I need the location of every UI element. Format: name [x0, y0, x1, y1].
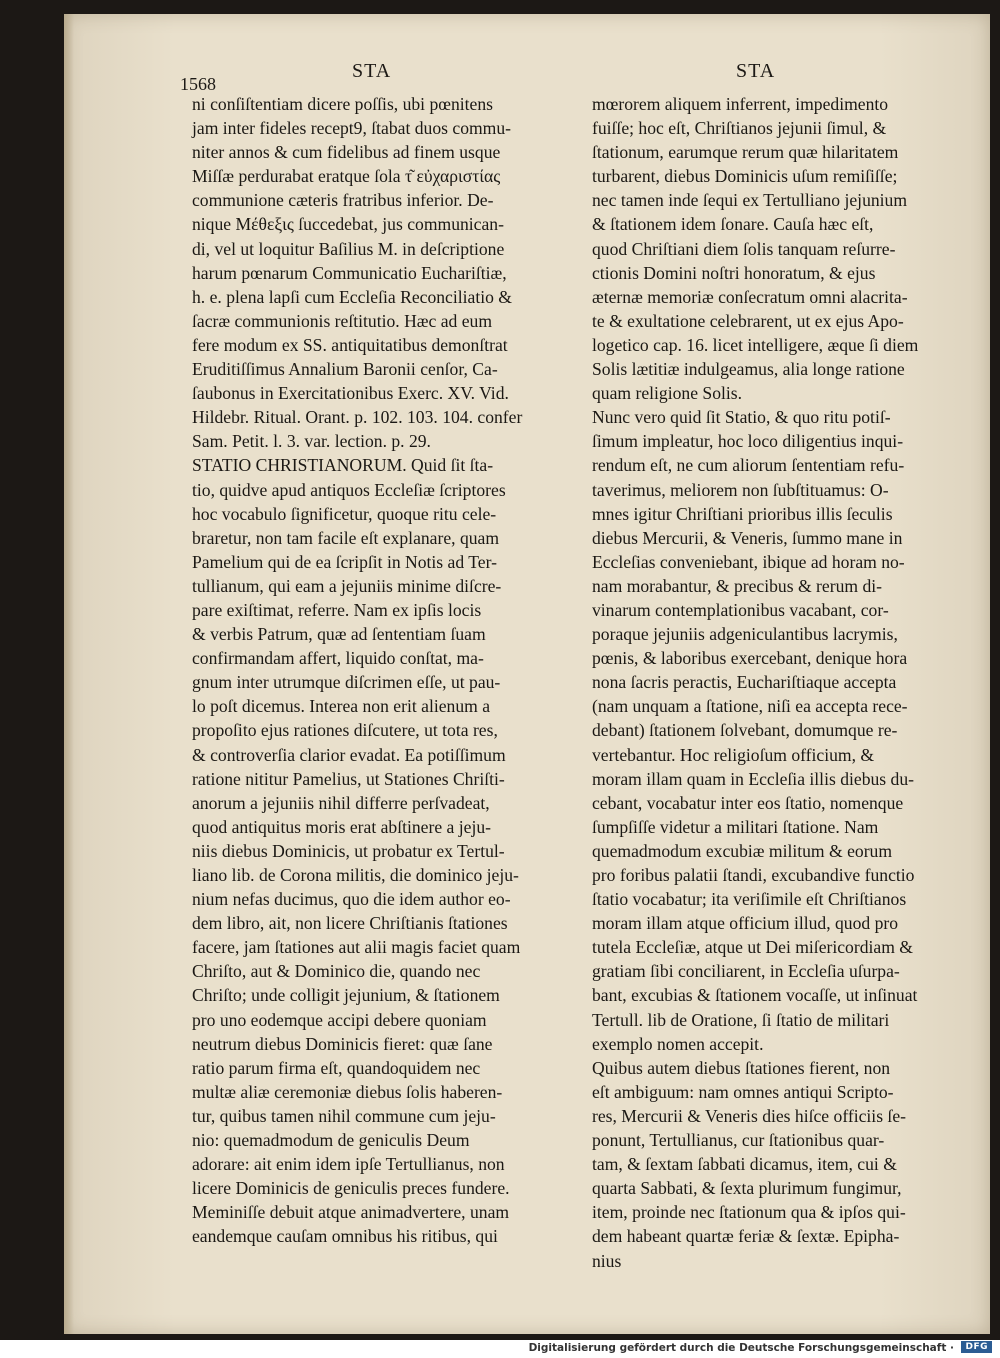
text-line: moram illam quam in Eccleſia illis diebus du- [592, 768, 914, 789]
text-line: braretur, non tam facile eſt explanare, quam [192, 527, 500, 548]
text-line: turbarent, diebus Dominicis uſum remiſiſſe; [592, 166, 898, 187]
text-line: vinarum contemplationibus vacabant, cor- [592, 599, 889, 620]
text-line: harum pœnarum Communicatio Euchariſtiæ, [192, 262, 507, 283]
text-line: æternæ memoriæ conſecratum omni alacrita- [592, 286, 908, 307]
text-line: ſimum impleatur, hoc loco diligentius inqui- [592, 431, 904, 452]
funding-credit: Digitalisierung gefördert durch die Deutsche Forschungsgemeinschaft · [528, 1342, 954, 1354]
text-line: logetico cap. 16. licet intelligere, æque ſi diem [592, 334, 919, 355]
text-line: Meminiſſe debuit atque animadvertere, unam [192, 1202, 510, 1223]
text-line: tutela Eccleſiæ, atque ut Dei miſericordiam & [592, 937, 913, 958]
text-line: jam inter fideles recept9, ſtabat duos commu- [192, 118, 512, 139]
text-line: quemadmodum excubiæ militum & eorum [592, 840, 893, 861]
text-line: eandemque cauſam omnibus his ritibus, qui [192, 1226, 498, 1247]
text-line: rendum eſt, ne cum aliorum ſententiam refu- [592, 455, 905, 476]
text-line: fuiſſe; hoc eſt, Chriſtianos jejunii ſimul, & [592, 118, 887, 139]
text-line: ſacræ communionis reſtitutio. Hæc ad eum [192, 310, 493, 331]
text-line: STATIO CHRISTIANORUM. Quid ſit ſta- [192, 455, 494, 476]
text-line: neutrum diebus Dominicis fieret: quæ ſane [192, 1033, 493, 1054]
text-line: Eruditiſſimus Annalium Baronii cenſor, Ca- [192, 359, 498, 380]
text-line: pro uno eodemque accipi debere quoniam [192, 1009, 487, 1030]
text-line: nium nefas ducimus, quo die idem author eo- [192, 889, 511, 910]
text-line: nona ſacris peractis, Euchariſtiaque accepta [592, 672, 897, 693]
text-line: diebus Mercurii, & Veneris, ſummo mane in [592, 527, 903, 548]
text-line: liano lib. de Corona militis, die dominico jeju- [192, 865, 519, 885]
text-line: quarta Sabbati, & ſexta plurimum fungimur, [592, 1178, 902, 1199]
text-line: hoc vocabulo ſignificetur, quoque ritu cele- [192, 503, 497, 524]
text-line: poraque jejuniis adgeniculantibus lacrymis, [592, 624, 898, 645]
text-line: Quibus autem diebus ſtationes fierent, non [592, 1057, 891, 1078]
text-line: Solis lætitiæ indulgeamus, alia longe ratione [592, 359, 905, 380]
text-line: facere, jam ſtationes aut alii magis faciet quam [192, 937, 521, 958]
text-line: adorare: ait enim idem ipſe Tertullianus, non [192, 1154, 505, 1175]
text-line: confirmandam affert, liquido conſtat, ma- [192, 648, 484, 669]
page-number: 1568 [180, 74, 216, 94]
text-line: di, vel ut loquitur Baſilius M. in deſcriptione [192, 238, 505, 259]
text-line: eſt ambiguum: nam omnes antiqui Scripto- [592, 1081, 894, 1102]
text-line: communione cæteris fratribus inferior. De- [192, 190, 494, 211]
text-line: multæ aliæ ceremoniæ diebus ſolis haberen- [192, 1081, 503, 1102]
text-line: vertebantur. Hoc religioſum officium, & [592, 744, 875, 765]
text-line: res, Mercurii & Veneris dies hiſce officiis ſe- [592, 1105, 906, 1126]
text-line: quod Chriſtiani diem ſolis tanquam reſurre- [592, 238, 896, 259]
text-line: Tertull. lib de Oratione, ſi ſtatio de militari [592, 1009, 890, 1030]
text-line: cebant, vocabatur inter eos ſtatio, nomenque [592, 792, 904, 813]
text-line: Sam. Petit. l. 3. var. lection. p. 29. [192, 431, 431, 452]
text-line: taverimus, meliorem non ſubſtituamus: O- [592, 479, 889, 500]
text-line: mnes igitur Chriſtiani prioribus illis ſeculis [592, 503, 893, 524]
page-gutter-shadow [64, 14, 74, 1334]
text-line: propoſito ejus rationes diſcutere, ut tota res, [192, 720, 498, 741]
text-line: niis diebus Dominicis, ut probatur ex Tertul- [192, 840, 505, 861]
text-line: licere Dominicis de geniculis preces fundere. [192, 1178, 510, 1199]
text-line: nique Μέθεξις ſuccedebat, jus communican- [192, 214, 504, 235]
text-line: ctionis Domini noſtri honoratum, & ejus [592, 262, 876, 283]
text-line: tullianum, qui eam a jejuniis minime diſcre- [192, 575, 502, 596]
text-line: moram illam atque officium illud, quod pro [592, 913, 899, 934]
text-line: & controverſia clarior evadat. Ea potiſſimum [192, 744, 506, 765]
text-line: exemplo nomen accepit. [592, 1033, 764, 1054]
text-line: tio, quidve apud antiquos Eccleſiæ ſcriptores [192, 479, 506, 500]
text-line: Hildebr. Ritual. Orant. p. 102. 103. 104. confer [192, 407, 523, 428]
text-line: Miſſæ perdurabat eratque ſola τ͂ εὐχαριστίας [192, 166, 501, 187]
text-line: gnum inter utrumque diſcrimen eſſe, ut pau- [192, 672, 501, 693]
text-line: niter annos & cum fidelibus ad finem usque [192, 142, 501, 163]
text-line: ponunt, Tertullianus, cur ſtationibus quar- [592, 1130, 885, 1151]
text-line: quam religione Solis. [592, 383, 743, 404]
text-line: nam morabantur, & precibus & rerum di- [592, 575, 882, 596]
text-line: gratiam ſibi conciliarent, in Eccleſia uſurpa- [592, 961, 900, 982]
text-line: debant) ſtationem ſolvebant, domumque re- [592, 720, 898, 741]
running-head-left: STA [352, 60, 392, 82]
text-line: anorum a jejuniis nihil differre perſvadeat, [192, 792, 490, 813]
text-line: nius [592, 1250, 622, 1271]
text-line: pœnis, & laboribus exercebant, denique hora [592, 648, 908, 669]
text-line: tam, & ſextam ſabbati dicamus, item, cui & [592, 1154, 897, 1175]
text-line: Nunc vero quid ſit Statio, & quo ritu potiſ- [592, 407, 891, 428]
running-head-right: STA [736, 60, 776, 82]
text-line: ſtationum, earumque rerum quæ hilaritatem [592, 142, 899, 163]
text-line: ni conſiſtentiam dicere poſſis, ubi pœnitens [192, 94, 493, 114]
text-line: & ſtationem idem ſonare. Cauſa hæc eſt, [592, 214, 874, 235]
text-line: quod antiquitus moris erat abſtinere a jeju- [192, 816, 492, 837]
text-line: dem libro, ait, non licere Chriſtianis ſtationes [192, 913, 508, 934]
text-line: (nam unquam a ſtatione, niſi ea accepta rece- [592, 696, 908, 717]
text-line: te & exultatione celebrarent, ut ex ejus Apo- [592, 310, 904, 331]
text-line: mœrorem aliquem inferrent, impedimento [592, 94, 889, 114]
text-line: Pamelium qui de ea ſcripſit in Notis ad Ter- [192, 551, 497, 572]
dfg-logo: DFG [961, 1341, 992, 1353]
text-line: lo poſt dicemus. Interea non erit alienum a [192, 696, 491, 717]
text-line: pare exiſtimat, referre. Nam ex ipſis locis [192, 599, 482, 620]
text-line: dem habeant quartæ feriæ & ſextæ. Epipha- [592, 1226, 900, 1247]
text-line: ratione nititur Pamelius, ut Stationes Chriſti- [192, 768, 505, 789]
text-line: nec tamen inde ſequi ex Tertulliano jejunium [592, 190, 908, 211]
right-text-column [592, 92, 964, 1273]
text-line: h. e. plena lapſi cum Eccleſia Reconciliatio & [192, 286, 512, 307]
text-line: & verbis Patrum, quæ ad ſententiam ſuam [192, 624, 486, 645]
text-line: Eccleſias conveniebant, ibique ad horam no- [592, 551, 905, 572]
text-line: Chriſto, aut & Dominico die, quando nec [192, 961, 481, 982]
text-line: ratio parum firma eſt, quandoquidem nec [192, 1057, 481, 1078]
text-line: pro foribus palatii ſtandi, excubandive functio [592, 865, 915, 885]
text-line: ſumpſiſſe videtur a militari ſtatione. Nam [592, 816, 879, 837]
text-line: bant, excubias & ſtationem vocaſſe, ut inſinuat [592, 985, 918, 1006]
left-text-column [192, 92, 572, 1249]
text-line: ſaubonus in Exercitationibus Exerc. XV. Vid. [192, 383, 509, 404]
text-line: item, proinde nec ſtationum qua & ipſos qui- [592, 1202, 906, 1223]
text-line: nio: quemadmodum de geniculis Deum [192, 1130, 470, 1151]
text-line: Chriſto; unde colligit jejunium, & ſtationem [192, 985, 500, 1006]
text-line: ſtatio vocabatur; ita veriſimile eſt Chriſtianos [592, 889, 907, 910]
text-line: tur, quibus tamen nihil commune cum jeju- [192, 1105, 496, 1126]
text-line: fere modum ex SS. antiquitatibus demonſtrat [192, 334, 508, 355]
